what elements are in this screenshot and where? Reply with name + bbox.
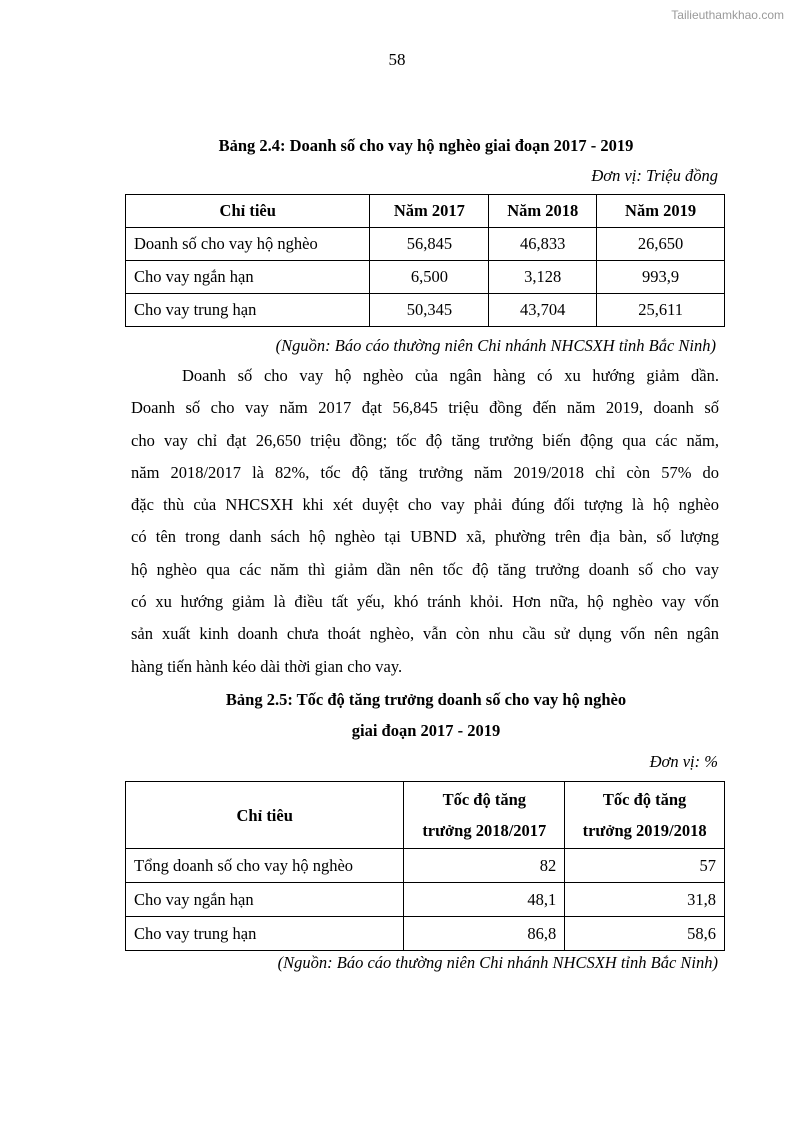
table2-cell: 58,6 (565, 917, 725, 951)
table2-cell: Cho vay trung hạn (126, 917, 404, 951)
paragraph-line: có xu hướng giảm là điều tất yếu, khó tránh khỏi. Hơn nữa, hộ nghèo vay vốn (131, 592, 719, 612)
table2 (125, 781, 725, 951)
table2-cell: 57 (565, 849, 725, 883)
table1-header-2019: Năm 2019 (597, 195, 725, 228)
table1-cell: 3,128 (489, 261, 597, 294)
table1-cell: 26,650 (597, 228, 725, 261)
table1-unit: Đơn vị: Triệu đồng (591, 166, 718, 185)
paragraph-line: đặc thù của NHCSXH khi xét duyệt cho vay phải đúng đối tượng là hộ nghèo (131, 495, 719, 515)
table2-header-criteria: Chỉ tiêu (126, 782, 404, 849)
table2-header-line: Tốc độ tăng (442, 790, 527, 809)
paragraph-line: năm 2018/2017 là 82%, tốc độ tăng trưởng năm 2019/2018 chỉ còn 57% do (131, 462, 719, 482)
table2-cell: Tổng doanh số cho vay hộ nghèo (126, 849, 404, 883)
table-row (126, 294, 725, 327)
table-row (126, 228, 725, 261)
table2-header-growth-2018-2017 (404, 782, 565, 849)
table2-header-line: trưởng 2018/2017 (422, 821, 547, 840)
table-row (126, 849, 725, 883)
paragraph-line: hàng tiến hành kéo dài thời gian cho vay. (131, 656, 403, 676)
table2-source: (Nguồn: Báo cáo thường niên Chi nhánh NHCSXH tỉnh Bắc Ninh) (277, 953, 718, 972)
table1-header-criteria: Chỉ tiêu (126, 195, 370, 228)
paragraph-line: Doanh số cho vay năm 2017 đạt 56,845 triệu đồng đến năm 2019, doanh số (131, 398, 719, 418)
table1-caption: Bảng 2.4: Doanh số cho vay hộ nghèo giai đoạn 2017 - 2019 (218, 136, 634, 155)
table-row (126, 883, 725, 917)
body-paragraph (131, 360, 719, 683)
table1-cell: 56,845 (370, 228, 489, 261)
table2-header-row (126, 782, 725, 849)
table2-header-growth-2019-2018 (565, 782, 725, 849)
page-number: 58 (388, 50, 406, 69)
table2-header-line: trưởng 2019/2018 (582, 821, 707, 840)
table2-cell: 31,8 (565, 883, 725, 917)
table1-cell: 43,704 (489, 294, 597, 327)
table1-cell: 46,833 (489, 228, 597, 261)
table2-cell: 86,8 (404, 917, 565, 951)
table1-cell: Doanh số cho vay hộ nghèo (126, 228, 370, 261)
paragraph-line: Doanh số cho vay hộ nghèo của ngân hàng có xu hướng giảm dần. (182, 366, 719, 385)
table1-header-2017: Năm 2017 (370, 195, 489, 228)
table2-cell: 48,1 (404, 883, 565, 917)
watermark: Tailieuthamkhao.com (671, 8, 784, 22)
table2-cell: Cho vay ngắn hạn (126, 883, 404, 917)
table1-cell: 50,345 (370, 294, 489, 327)
table1-header-row (126, 195, 725, 228)
table2-caption-line2: giai đoạn 2017 - 2019 (351, 721, 501, 740)
table2-unit: Đơn vị: % (649, 752, 718, 771)
paragraph-line: sản xuất kinh doanh chưa thoát nghèo, vẫn còn nhu cầu sử dụng vốn nên ngân (131, 624, 719, 644)
paragraph-line: cho vay chỉ đạt 26,650 triệu đồng; tốc độ tăng trưởng biến động qua các năm, (131, 430, 719, 450)
table2-caption-line1: Bảng 2.5: Tốc độ tăng trưởng doanh số cho vay hộ nghèo (225, 690, 627, 709)
table1-cell: Cho vay ngắn hạn (126, 261, 370, 294)
table1-source: (Nguồn: Báo cáo thường niên Chi nhánh NHCSXH tỉnh Bắc Ninh) (275, 336, 716, 355)
table1-header-2018: Năm 2018 (489, 195, 597, 228)
table1-cell: 993,9 (597, 261, 725, 294)
table2-cell: 82 (404, 849, 565, 883)
table1 (125, 194, 725, 327)
table1-cell: 6,500 (370, 261, 489, 294)
paragraph-line: hộ nghèo qua các năm thì giảm dần nên tốc độ tăng trưởng doanh số cho vay (131, 559, 719, 579)
table2-header-line: Tốc độ tăng (602, 790, 687, 809)
table-row (126, 917, 725, 951)
table-row (126, 261, 725, 294)
table1-cell: 25,611 (597, 294, 725, 327)
paragraph-line: có tên trong danh sách hộ nghèo tại UBND xã, phường trên địa bàn, số lượng (131, 527, 719, 547)
table1-cell: Cho vay trung hạn (126, 294, 370, 327)
